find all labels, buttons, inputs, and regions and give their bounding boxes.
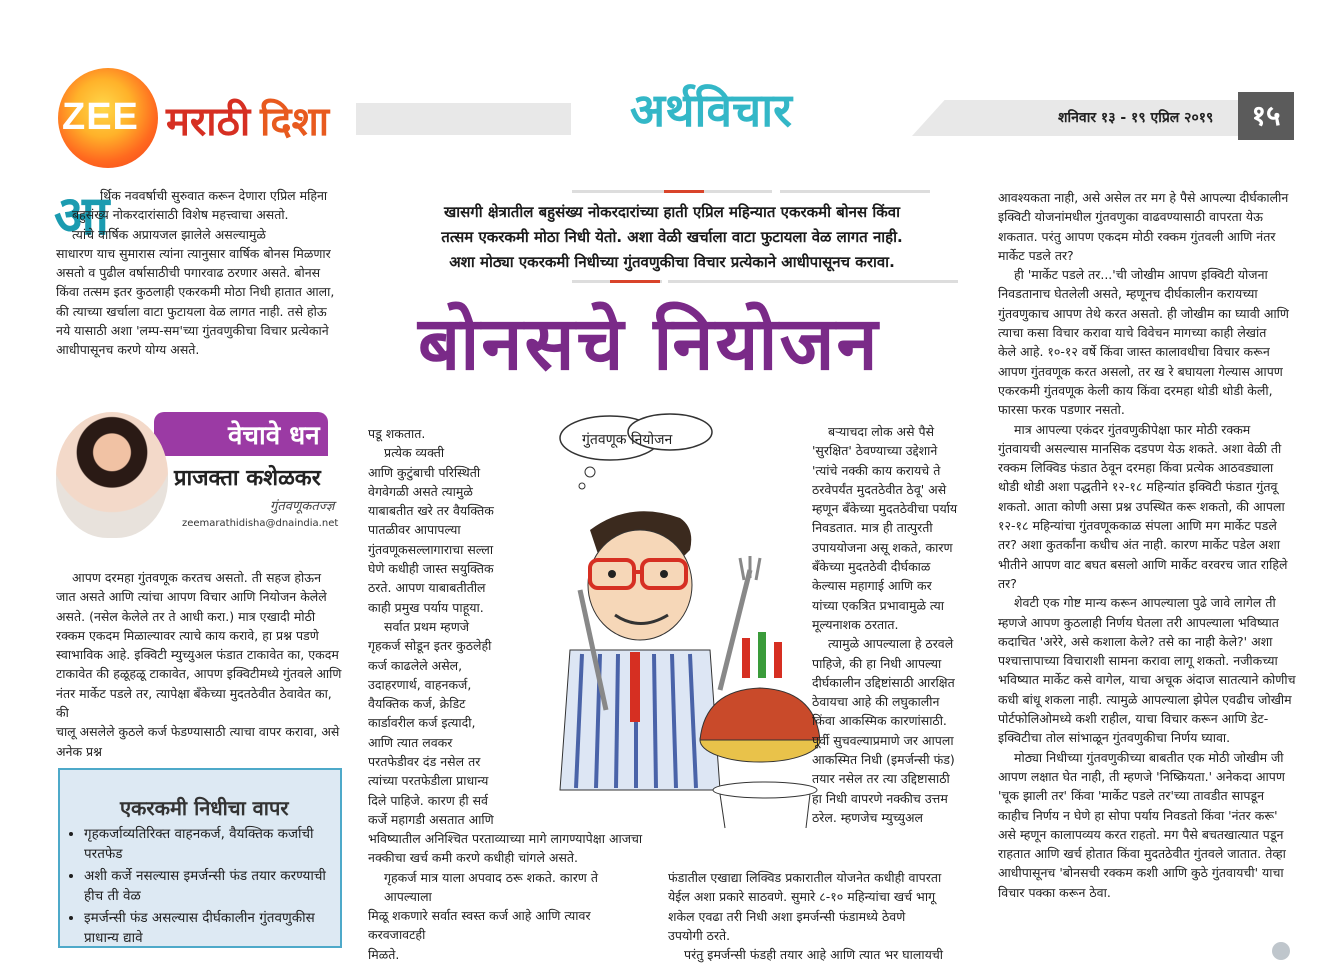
text-line: म्हणजे आपण कुठलाही निर्णय घेतला तरी आपल्याला भविष्यात [998, 614, 1279, 630]
intro-paragraph [56, 186, 346, 360]
headline: बोनसचे नियोजन [418, 301, 880, 387]
text-line: वैयक्तिक कर्ज, क्रेडिट [368, 696, 466, 712]
text-line: तर? [998, 575, 1017, 591]
text-line: आकस्मित निधी (इमर्जन्सी फंड) [812, 752, 955, 768]
text-line: निवडतानाच घेतलेली असते, म्हणूनच दीर्घकालीन करायच्या [998, 286, 1258, 302]
column-2-text [368, 424, 528, 829]
text-line: म्हणून बँकेच्या मुदतठेवीचा पर्याय [812, 501, 958, 517]
author-role: गुंतवणूकतज्ज्ञ [270, 499, 335, 514]
text-line: गुंतवणुकाच आपण तेथे करत असतो. ही जोखीम का घ्यावी आणि [998, 305, 1289, 321]
text-line: पूर्वी सुचवल्याप्रमाणे जर आपला [812, 732, 954, 748]
text-line: गृहकर्ज सोडून इतर कुठलेही [368, 638, 492, 654]
text-line: तर? अशा कुतर्कांना कधीच अंत नाही. कारण मार्केट पडेल अशा [998, 537, 1280, 553]
text-line: असे म्हणून कालापव्यय करत राहतो. मग पैसे बचतखात्यात पडून [998, 826, 1284, 842]
author-card [56, 412, 339, 538]
text-line: भीतीने आपण वाट बघत बसलो आणि मार्केट वरवरच जात राहिले [998, 556, 1288, 572]
text-line: इक्विटीचा तोल सांभाळून गुंतवणुकीचा निर्णय घ्यावा. [998, 730, 1231, 746]
text-line: ठरवेपर्यंत मुदतठेवीत ठेवू' असे [812, 481, 947, 497]
author-photo [56, 412, 168, 538]
column-3-text [812, 422, 982, 827]
text-line: यांच्या एकत्रित प्रभावामुळे त्या [812, 597, 945, 613]
info-box-item: • इमर्जन्सी फंड असल्यास दीर्घकालीन गुंतवणुकीस प्राधान्य द्यावे [84, 908, 334, 948]
text-line: ही 'मार्केट पडले तर...'ची जोखीम आपण इक्विटी योजना [1014, 267, 1268, 283]
lead-line: तत्सम एकरकमी मोठा निधी येतो. अशा वेळी खर्चाला वाटा फुटायला वेळ लागत नाही. [441, 228, 903, 246]
text-line: गुंतवायची असल्यास मानसिक दडपण येऊ शकते. अशा वेळी ती [998, 440, 1282, 456]
text-line: उदाहरणार्थ, वाहनकर्ज, [368, 676, 472, 692]
text-line: रक्कम एकदम मिळाल्यावर त्याचे काय करावे, हा प्रश्न पडणे [56, 627, 319, 643]
info-box-item: • गृहकर्जाव्यतिरिक्त वाहनकर्ज, वैयक्तिक कर्जाची परतफेड [84, 824, 334, 864]
text-line: आवश्यकता नाही, असे असेल तर मग हे पैसे आपल्या दीर्घकालीन [998, 190, 1289, 205]
text-line: विचार पक्का करून ठेवा. [998, 884, 1111, 900]
text-line: निवडतात. मात्र ही तात्पुरती [812, 520, 933, 536]
issue-date: शनिवार १३ - १९ एप्रिल २०१९ [1058, 110, 1214, 126]
text-line: शकतो. आता कोणी असा प्रश्न उपस्थित करू शकतो, की आपला [998, 498, 1285, 514]
text-line: उपयोगी ठरते. [668, 927, 731, 943]
text-line: नये यासाठी अशा 'लम्प-सम'च्या गुंतवणुकीचा विचार प्रत्येकाने [56, 323, 329, 339]
info-box [58, 768, 342, 948]
text-line: त्यांच्या परतफेडीला प्राधान्य [368, 773, 489, 789]
text-line: एकरकमी गुंतवणूक केली काय किंवा दरमहा थोडी थोडी केली, [998, 382, 1273, 398]
text-line: अनेक प्रश्न [56, 743, 103, 759]
text-line: स्वाभाविक आहे. इक्विटी म्युच्युअल फंडात टाकावेत का, एकदम [56, 647, 339, 663]
text-line: काहीच निर्णय न घेणे हा सोपा पर्याय निवडतो किंवा 'नंतर करू' [998, 807, 1278, 823]
text-line: मात्र आपल्या एकंदर गुंतवणुकीपेक्षा फार मोठी रक्कम [1014, 421, 1251, 437]
text-line: हा निधी वापरणे नक्कीच उत्तम [812, 790, 948, 806]
cartoon-bubble-text: गुंतवणूक नियोजन [582, 432, 673, 448]
text-line: ठरेल. म्हणजेच म्युच्युअल [812, 809, 923, 825]
info-box-title: एकरकमी निधीचा वापर [120, 796, 289, 820]
text-line: फंडातील एखाद्या लिक्विड प्रकारातील योजनेत कधीही वापरता [668, 870, 942, 885]
text-line: किंवा तत्सम इतर कुठलाही एकरकमी मोठा निधी हातात आला, [56, 284, 335, 300]
text-line: आपण गुंतवणूक करत असलो, तर ख रे बघायला गेल्यास आपण [998, 363, 1283, 379]
text-line: टाकावेत की हळूहळू टाकावेत, आपण इक्विटीमध्ये गुंतवले आणि [56, 666, 342, 682]
text-line: दिले पाहिजे. कारण ही सर्व [368, 792, 488, 808]
text-line: र्थिक नववर्षाची सुरुवात करून देणारा एप्रिल महिना [100, 188, 328, 203]
text-line: कर्ज काढलेले असेल, [368, 657, 463, 673]
column-4-text [998, 188, 1298, 902]
text-line: आधीपासूनच 'बोनसची रक्कम कशी आणि कुठे गुंतवायची' याचा [998, 865, 1284, 881]
text-line: परंतु इमर्जन्सी फंडही तयार आहे आणि त्यात भर घालायची [684, 947, 944, 963]
text-line: असते. (नसेल केलेले तर ते आधी करा.) मात्र एखादी मोठी [56, 608, 316, 624]
text-line: आपण लक्षात घेत नाही, ती म्हणजे 'निष्क्रियता.' अनेकदा आपण [998, 768, 1285, 784]
text-line: जात असते आणि त्यांचा आपण विचार आणि नियोजन केलेले [56, 589, 327, 605]
text-line: पातळीवर आपापल्या [368, 522, 461, 538]
column-name: वेचावे धन [228, 421, 320, 451]
logo-zee-text: ZEE [62, 96, 139, 138]
text-line: प्रत्येक व्यक्ती [384, 445, 445, 461]
logo-marathi-text: मराठी [166, 99, 251, 145]
cartoon-illustration [520, 410, 820, 830]
logo-disha-text: दिशा [260, 99, 330, 145]
text-line: नक्कीचा खर्च कमी करणे कधीही चांगले असते. [368, 850, 579, 866]
text-line: १२-१८ महिन्यांचा गुंतवणूककाळ संपला आणि मग मार्केट पडले [998, 518, 1277, 534]
text-line: बहुसंख्य नोकरदारांसाठी विशेष महत्त्वाचा असतो. [72, 207, 289, 223]
text-line: साधारण याच सुमारास त्यांना त्यानुसार वार्षिक बोनस मिळणार [56, 245, 331, 261]
info-box-list [70, 824, 334, 950]
text-line: दीर्घकालीन उद्दिष्टांसाठी आरक्षित [812, 674, 955, 690]
text-line: पश्चात्तापाच्या विचाराशी सामना करावा लागू शकतो. नजीकच्या [998, 653, 1278, 669]
lead-rule-bottom-right [668, 280, 958, 283]
info-box-item: • अशी कर्जे नसल्यास इमर्जन्सी फंड तयार करण्याची हीच ती वेळ [84, 866, 334, 906]
header-band-left [356, 103, 571, 135]
text-line: कधी बांधू शकला नाही. त्यामुळे आपल्याला झेपेल एवढीच जोखीम [998, 691, 1292, 707]
text-line: भविष्यातील अनिश्चित परताव्याच्या मागे लागण्यापेक्षा आजचा [368, 831, 643, 846]
text-line: शेवटी एक गोष्ट मान्य करून आपल्याला पुढे जावे लागेल ती [1014, 595, 1276, 611]
text-line: केले आहे. १०-१२ वर्षे किंवा जास्त कालावधीचा विचार करून [998, 344, 1270, 360]
column-3-tail [668, 868, 978, 964]
text-line: 'त्यांचे नक्की काय करायचे ते [812, 462, 941, 478]
page-corner-dot [1272, 942, 1290, 960]
author-email: zeemarathidisha@dnaindia.net [182, 518, 339, 529]
text-line: त्याचा कसा विचार करावा याचे विवेचन मागच्या काही लेखांत [998, 325, 1267, 341]
text-line: गृहकर्ज मात्र याला अपवाद ठरू शकते. कारण ते आपल्याला [384, 869, 598, 904]
drop-cap: आ [54, 184, 110, 247]
text-line: घेणे कधीही जास्त सयुक्तिक [368, 561, 494, 577]
lead-rule-right [780, 190, 930, 193]
text-line: असतो व पुढील वर्षासाठीची पगारवाढ ठरणार असते. बोनस [56, 265, 321, 281]
text-line: थोडी थोडी अशा पद्धतीने १२-१८ महिन्यांत इक्विटी फंडात गुंतवू [998, 479, 1278, 495]
text-line: रक्कम लिक्विड फंडात ठेवून दरमहा किंवा प्रत्येक आठवड्याला [998, 460, 1274, 476]
text-line: मिळते. [368, 946, 400, 962]
text-line: वेगवेगळी असते त्यामुळे [368, 483, 473, 499]
text-line: आणि त्यात लवकर [368, 734, 453, 750]
text-line: तयार नसेल तर त्या उद्दिष्टासाठी [812, 771, 950, 787]
text-line: राहतात आणि खर्च होतात किंवा मुदतठेवीत गुंतवले जातात. तेव्हा [998, 846, 1286, 862]
text-line: त्यांचे वार्षिक अप्रायजल झालेले असल्यामुळे [72, 226, 266, 242]
text-line: सर्वात प्रथम म्हणजे [384, 618, 470, 634]
text-line: मूल्यनाशक ठरतात. [812, 616, 899, 632]
page-number: १५ [1238, 92, 1294, 140]
text-line: शकतात. परंतु आपण एकदम मोठी रक्कम गुंतवली आणि नंतर [998, 228, 1276, 244]
text-line: मोठ्या निधीच्या गुंतवणुकीच्या बाबतीत एक मोठी जोखीम जी [1014, 749, 1284, 765]
text-line: चालू असलेले कुठले कर्ज फेडण्यासाठी त्याचा वापर करावा, असे [56, 724, 340, 740]
author-name: प्राजक्ता कशेळकर [174, 466, 321, 491]
text-line: आणि कुटुंबाची परिस्थिती [368, 464, 481, 480]
text-line: आपण दरमहा गुंतवणूक करतच असतो. ती सहज होऊन [72, 570, 322, 585]
text-line: परतफेडीवर दंड नसेल तर [368, 754, 481, 770]
text-line: कार्डावरील कर्ज इत्यादी, [368, 715, 476, 731]
text-line: ठेवायचा आहे की लघुकालीन [812, 694, 940, 710]
lead-rule-accent [664, 190, 704, 193]
text-line: किंवा आकस्मिक कारणांसाठी. [812, 713, 947, 729]
text-line: इक्विटी योजनांमधील गुंतवणुका वाढवण्यासाठी वापरता येऊ [998, 209, 1263, 225]
text-line: मार्केट पडले तर? [998, 247, 1074, 263]
text-line: शकेल एवढा तरी निधी अशा इमर्जन्सी फंडामध्ये ठेवणे [668, 908, 906, 924]
lead-rule-bottom-accent [610, 280, 660, 283]
body-paragraph-1 [56, 568, 346, 761]
text-line: काही प्रमुख पर्याय पाहूया. [368, 599, 484, 615]
lead-paragraph [378, 200, 966, 275]
text-line: ठरते. आपण याबाबतीतील [368, 580, 486, 596]
text-line: 'सुरक्षित' ठेवण्याच्या उद्देशाने [812, 443, 938, 459]
text-line: पोर्टफोलिओमध्ये कशी राहील, याचा विचार करून आणि डेट- [998, 711, 1269, 727]
lead-line: अशा मोठ्या एकरकमी निधीच्या गुंतवणुकीचा विचार प्रत्येकाने आधीपासूनच करावा. [449, 253, 895, 271]
text-line: बऱ्याचदा लोक असे पैसे [828, 424, 935, 439]
text-line: याबाबतीत खरे तर वैयक्तिक [368, 503, 494, 519]
text-line: बँकेच्या मुदतठेवी दीर्घकाळ [812, 559, 931, 575]
text-line: पडू शकतात. [368, 426, 426, 441]
text-line: फारसा फरक पडणार नसतो. [998, 402, 1125, 418]
text-line: की त्याच्या खर्चाला वाटा फुटायला वेळ लागत नाही. तसे होऊ [56, 303, 327, 319]
text-line: नंतर मार्केट पडले तर, त्यापेक्षा बँकेच्या मुदतठेवीत ठेवावेत का, की [56, 685, 332, 721]
section-title: अर्थविचार [630, 83, 792, 137]
text-line: भविष्यात मार्केट कसे वागेल, याचा अचूक अंदाज सातत्याने कोणीच [998, 672, 1296, 688]
text-line: आधीपासूनच करणे योग्य असते. [56, 342, 200, 358]
text-line: त्यामुळे आपल्याला हे ठरवले [828, 636, 954, 652]
text-line: येईल अशा प्रकारे साठवणे. सुमारे ८-१० महिन्यांचा खर्च भागू [668, 889, 936, 905]
text-line: गुंतवणूकसल्लागाराचा सल्ला [368, 541, 494, 557]
text-line: पाहिजे, की हा निधी आपल्या [812, 655, 942, 671]
text-line: कर्जे महागडी असतात आणि [368, 811, 494, 827]
text-line: कदाचित 'अरेरे, असे कशाला केले? तसे का नाही केले?' अशा [998, 633, 1273, 649]
text-line: 'चूक झाली तर' किंवा 'मार्केट पडले तर'च्या तावडीत सापडून [998, 788, 1265, 804]
text-line: मिळू शकणारे सर्वात स्वस्त कर्ज आहे आणि त्यावर करवजावटही [368, 908, 591, 943]
column-2-tail [368, 829, 648, 964]
lead-line: खासगी क्षेत्रातील बहुसंख्य नोकरदारांच्या हाती एप्रिल महिन्यात एकरकमी बोनस किंवा [444, 203, 900, 221]
text-line: उपाययोजना असू शकते, कारण [812, 539, 953, 555]
text-line: केल्यास महागाई आणि कर [812, 578, 932, 594]
